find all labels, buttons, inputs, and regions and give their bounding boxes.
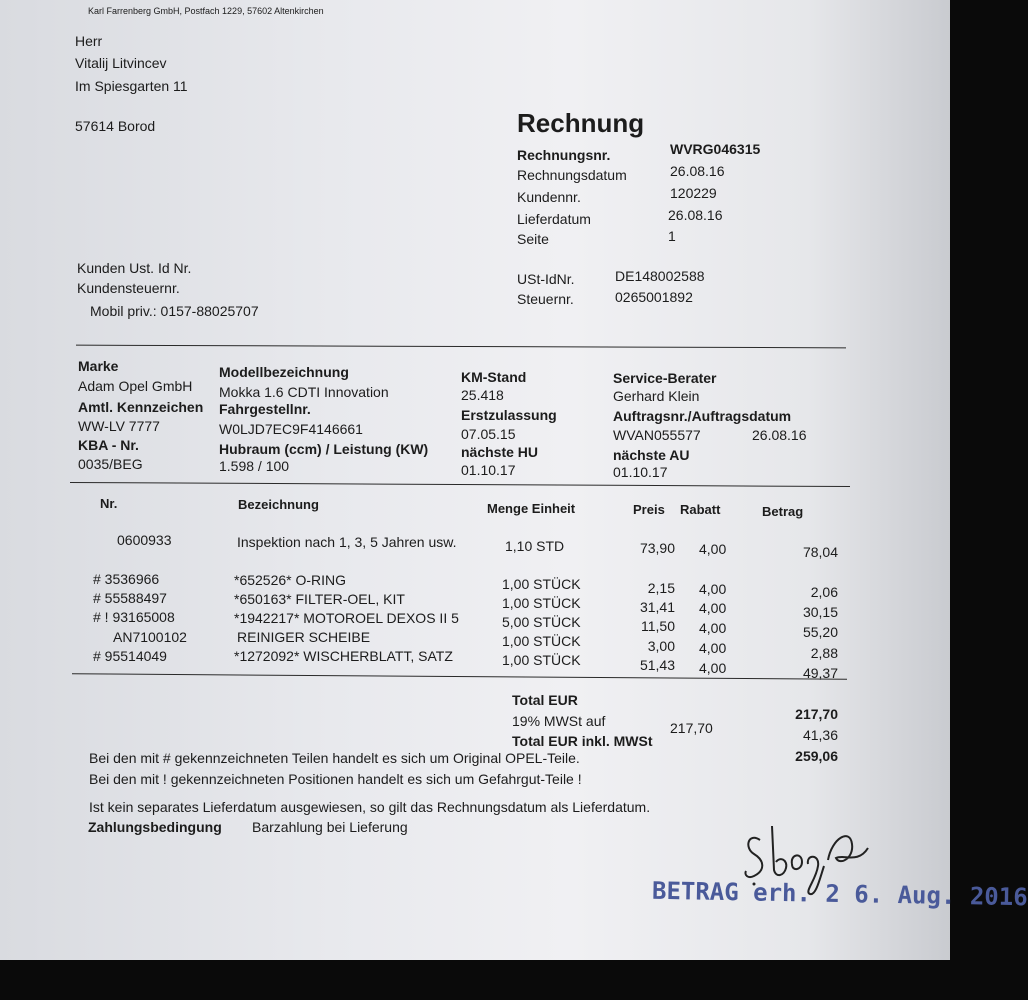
- mwst-value: 41,36: [802, 727, 838, 743]
- row-3-preis: 11,50: [641, 618, 675, 634]
- total-inkl-value: 259,06: [795, 748, 838, 764]
- vehicle-marke: Adam Opel GmbH: [78, 378, 193, 394]
- vehicle-hu-label: nächste HU: [461, 444, 539, 460]
- customer-ust-label: Kunden Ust. Id Nr.: [77, 260, 192, 276]
- divider-top: [76, 345, 846, 349]
- ust-label: USt-IdNr.: [517, 271, 575, 287]
- customer-steuer-label: Kundensteuernr.: [77, 280, 180, 296]
- col-header-preis: Preis: [633, 502, 665, 517]
- row-1-bez: *652526* O-RING: [234, 572, 347, 588]
- note-delivery-date: Ist kein separates Lieferdatum ausgewiesen, so gilt das Rechnungsdatum als Lieferdatum.: [89, 799, 651, 815]
- vehicle-auftrag-datum: 26.08.16: [752, 427, 807, 443]
- vehicle-fahrgestell-label: Fahrgestellnr.: [219, 401, 311, 417]
- row-5-betrag: 49,37: [802, 665, 838, 681]
- row-5-rabatt: 4,00: [699, 660, 727, 676]
- vehicle-hubraum-label: Hubraum (ccm) / Leistung (KW): [219, 441, 429, 457]
- total-value: 217,70: [795, 706, 838, 722]
- col-header-rabatt: Rabatt: [680, 502, 721, 517]
- invoice-label-kundennr: Kundennr.: [517, 189, 581, 205]
- row-0-rabatt: 4,00: [699, 541, 727, 557]
- col-header-nr: Nr.: [100, 496, 118, 511]
- row-2-preis: 31,41: [639, 599, 675, 615]
- row-3-rabatt: 4,00: [699, 620, 727, 636]
- invoice-title: Rechnung: [517, 108, 645, 138]
- divider-table-top: [70, 482, 850, 487]
- vehicle-hubraum: 1.598 / 100: [219, 458, 290, 474]
- vehicle-auftrag-nr: WVAN055577: [613, 427, 701, 443]
- col-header-menge: Menge Einheit: [487, 501, 576, 516]
- row-2-bez: *650163* FILTER-OEL, KIT: [234, 591, 405, 607]
- recipient-name: Vitalij Litvincev: [75, 55, 167, 71]
- row-1-nr: # 3536966: [93, 571, 160, 587]
- row-1-betrag: 2,06: [810, 584, 838, 600]
- recipient-street: Im Spiesgarten 11: [75, 78, 188, 94]
- vehicle-km-label: KM-Stand: [461, 369, 527, 385]
- row-4-menge: 1,00 STÜCK: [502, 633, 581, 649]
- sender-line: Karl Farrenberg GmbH, Postfach 1229, 57602 Altenkirchen: [88, 6, 324, 16]
- divider-table-bottom: [72, 673, 847, 679]
- invoice-number: WVRG046315: [670, 141, 761, 157]
- row-0-bez: Inspektion nach 1, 3, 5 Jahren usw.: [237, 534, 457, 550]
- row-4-rabatt: 4,00: [699, 640, 727, 656]
- vehicle-au: 01.10.17: [613, 464, 668, 480]
- vehicle-kennzeichen-label: Amtl. Kennzeichen: [78, 399, 204, 415]
- note-original-parts: Bei den mit # gekennzeichneten Teilen handelt es sich um Original OPEL-Teile.: [89, 750, 580, 766]
- row-2-betrag: 30,15: [802, 604, 838, 620]
- row-3-bez: *1942217* MOTOROEL DEXOS II 5: [234, 610, 459, 626]
- row-1-menge: 1,00 STÜCK: [502, 576, 581, 592]
- row-5-nr: # 95514049: [93, 648, 167, 664]
- vehicle-ez: 07.05.15: [461, 426, 516, 442]
- col-header-bezeichnung: Bezeichnung: [238, 497, 319, 512]
- vehicle-au-label: nächste AU: [613, 447, 690, 463]
- row-0-betrag: 78,04: [802, 544, 838, 560]
- row-2-menge: 1,00 STÜCK: [502, 595, 581, 611]
- vehicle-fahrgestell: W0LJD7EC9F4146661: [219, 421, 363, 437]
- row-4-betrag: 2,88: [810, 645, 838, 661]
- row-1-rabatt: 4,00: [699, 581, 727, 597]
- row-1-preis: 2,15: [647, 580, 675, 596]
- vehicle-modell: Mokka 1.6 CDTI Innovation: [219, 384, 389, 400]
- row-0-nr: 0600933: [117, 532, 172, 548]
- vehicle-kba: 0035/BEG: [78, 456, 143, 472]
- page-number: 1: [668, 228, 676, 244]
- customer-number: 120229: [670, 185, 717, 201]
- row-3-nr: # ! 93165008: [93, 609, 175, 625]
- row-5-menge: 1,00 STÜCK: [502, 652, 581, 668]
- ust-value: DE148002588: [615, 268, 705, 284]
- row-0-menge: 1,10 STD: [505, 538, 565, 554]
- row-2-rabatt: 4,00: [699, 600, 727, 616]
- col-header-betrag: Betrag: [762, 504, 804, 519]
- row-5-preis: 51,43: [639, 657, 675, 673]
- invoice-label-datum: Rechnungsdatum: [517, 167, 627, 183]
- payment-terms-label: Zahlungsbedingung: [88, 819, 222, 835]
- customer-mobile: Mobil priv.: 0157-88025707: [90, 303, 259, 319]
- vehicle-hu: 01.10.17: [461, 462, 516, 478]
- vehicle-kennzeichen: WW-LV 7777: [78, 418, 160, 434]
- steuer-value: 0265001892: [615, 289, 693, 305]
- vehicle-marke-label: Marke: [78, 358, 119, 374]
- row-4-bez: REINIGER SCHEIBE: [237, 629, 371, 645]
- total-inkl-label: Total EUR inkl. MWSt: [512, 733, 653, 749]
- mwst-label: 19% MWSt auf: [512, 713, 606, 729]
- invoice-label-nr: Rechnungsnr.: [517, 147, 611, 163]
- invoice-date: 26.08.16: [670, 163, 725, 179]
- row-3-betrag: 55,20: [802, 624, 838, 640]
- vehicle-berater: Gerhard Klein: [613, 388, 700, 404]
- row-4-nr: AN7100102: [113, 629, 187, 645]
- invoice-label-lieferdatum: Lieferdatum: [517, 211, 591, 227]
- recipient-city: 57614 Borod: [75, 118, 156, 134]
- vehicle-auftrag-label: Auftragsnr./Auftragsdatum: [613, 408, 792, 424]
- recipient-salutation: Herr: [75, 33, 103, 49]
- vehicle-kba-label: KBA - Nr.: [78, 437, 139, 453]
- payment-terms: Barzahlung bei Lieferung: [252, 819, 408, 835]
- row-5-bez: *1272092* WISCHERBLATT, SATZ: [234, 648, 453, 664]
- vehicle-modell-label: Modellbezeichnung: [219, 364, 349, 380]
- row-4-preis: 3,00: [647, 638, 675, 654]
- row-3-menge: 5,00 STÜCK: [502, 614, 581, 630]
- steuer-label: Steuernr.: [517, 291, 574, 307]
- payment-received-stamp: BETRAG erh. 2 6. Aug. 2016: [651, 876, 1028, 912]
- delivery-date: 26.08.16: [668, 207, 723, 223]
- vehicle-km: 25.418: [461, 387, 504, 403]
- mwst-base: 217,70: [670, 720, 713, 736]
- vehicle-berater-label: Service-Berater: [613, 370, 717, 386]
- row-0-preis: 73,90: [639, 540, 675, 556]
- note-hazard-parts: Bei den mit ! gekennzeichneten Positionen handelt es sich um Gefahrgut-Teile !: [89, 771, 582, 787]
- total-label: Total EUR: [512, 692, 578, 708]
- row-2-nr: # 55588497: [93, 590, 167, 606]
- invoice-label-seite: Seite: [517, 231, 549, 247]
- vehicle-ez-label: Erstzulassung: [461, 407, 557, 423]
